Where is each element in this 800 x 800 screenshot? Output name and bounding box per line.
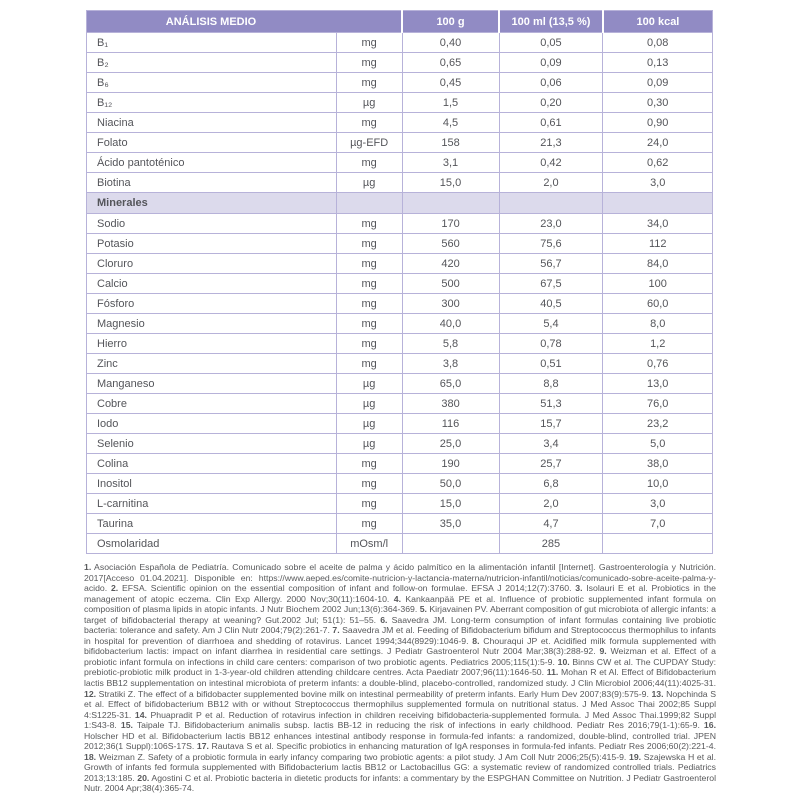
reference-number: 13. <box>651 688 664 699</box>
value-100g: 170 <box>402 214 499 234</box>
row-unit: µg <box>336 434 402 454</box>
row-unit: µg <box>336 173 402 193</box>
table-row <box>87 254 713 274</box>
value-100ml: 0,51 <box>499 354 603 374</box>
value-100kcal: 8,0 <box>603 314 713 334</box>
value-100kcal: 13,0 <box>603 374 713 394</box>
row-label: Cobre <box>87 394 337 414</box>
value-100ml: 5,4 <box>499 314 603 334</box>
row-label: Taurina <box>87 514 337 534</box>
row-label: Niacina <box>87 113 337 133</box>
reference-item: 17. Rautava S et al. Specific probiotics in enhancing maturation of IgA responses in formula-fed infants. Pediatr Res 2006;60(2):221-4. <box>196 741 716 752</box>
value-100ml: 0,05 <box>499 33 603 53</box>
value-100g: 0,40 <box>402 33 499 53</box>
row-label: Cloruro <box>87 254 337 274</box>
value-100ml: 3,4 <box>499 434 603 454</box>
table-row <box>87 153 713 173</box>
reference-number: 1. <box>84 562 92 572</box>
reference-item: 19. Szajewska H et al. Growth of infants fed formula supplemented with Bifidobacterium lactis BB12 or Lactobacillus GG: a systematic review of randomized controlled trials. Pediatrics 2013;13:185. <box>84 751 717 783</box>
row-unit: mg <box>336 214 402 234</box>
value-100g: 25,0 <box>402 434 499 454</box>
table-row <box>87 93 713 113</box>
row-unit: mg <box>336 53 402 73</box>
row-unit: mg <box>336 294 402 314</box>
reference-item: 20. Agostini C et al. Probiotic bacteria in dietetic products for infants: a commentary by the ESPGHAN Committee on Nutrition. J Pediatr Gastroenterol Nutr. 2004 Apr;38(4):365-74. <box>84 772 716 794</box>
value-100ml: 0,42 <box>499 153 603 173</box>
value-100ml: 2,0 <box>499 173 603 193</box>
reference-number: 14. <box>134 709 147 720</box>
value-100kcal: 112 <box>603 234 713 254</box>
value-100g: 500 <box>402 274 499 294</box>
row-label: Potasio <box>87 234 337 254</box>
value-100g: 50,0 <box>402 474 499 494</box>
value-100kcal: 0,13 <box>603 53 713 73</box>
value-100g: 35,0 <box>402 514 499 534</box>
table-row <box>87 234 713 254</box>
value-100ml: 6,8 <box>499 474 603 494</box>
row-unit: µg-EFD <box>336 133 402 153</box>
row-unit: mg <box>336 354 402 374</box>
value-100g: 158 <box>402 133 499 153</box>
reference-item: 5. Kirjavainen PV. Aberrant composition of gut microbiota of allergic infants: a target of bifidobacterial therapy at weaning? Gut.2002 Jul; 51(1): 51–55. <box>84 604 716 625</box>
table-row <box>87 173 713 193</box>
value-100ml: 23,0 <box>499 214 603 234</box>
value-100ml: 8,8 <box>499 374 603 394</box>
row-unit: µg <box>336 414 402 434</box>
reference-number: 5. <box>419 604 427 615</box>
table-row <box>87 113 713 133</box>
reference-number: 12. <box>84 688 97 699</box>
row-unit: mg <box>336 234 402 254</box>
value-100ml: 2,0 <box>499 494 603 514</box>
reference-item: 7. Saavedra JM et al. Feeding of Bifidobacterium bifidum and Streptococcus thermophilus to infants in hospital for prevention of diarrhoea and shedding of rotavirus. Lancet 1994;344(8929):1046-9. <box>84 625 716 646</box>
value-100kcal: 3,0 <box>603 494 713 514</box>
row-unit: mg <box>336 474 402 494</box>
row-unit: mOsm/l <box>336 534 402 554</box>
row-label: Osmolaridad <box>87 534 337 554</box>
value-100ml: 51,3 <box>499 394 603 414</box>
value-100ml: 4,7 <box>499 514 603 534</box>
reference-item: 13. Nopchinda S et al. Effect of bifidobacterium BB12 with or without Streptococcus thermophilus supplemented formula on nutritional status. J Med Assoc Thai 2002;85 Suppl 4:S1225-31. <box>84 688 717 720</box>
value-100ml: 0,06 <box>499 73 603 93</box>
row-unit: mg <box>336 274 402 294</box>
row-label: B₂ <box>87 53 337 73</box>
reference-item: 15. Taipale TJ. Bifidobacterium animalis subsp. lactis BB-12 in reducing the risk of infections in early childhood. Pediatr Res 2016;79(1-1):65-9. <box>120 720 704 731</box>
reference-number: 18. <box>84 751 97 762</box>
row-label: B₆ <box>87 73 337 93</box>
col-header-100kcal: 100 kcal <box>603 11 713 33</box>
value-100ml: 0,61 <box>499 113 603 133</box>
row-label: Hierro <box>87 334 337 354</box>
value-100g: 15,0 <box>402 173 499 193</box>
section-empty-cell <box>402 193 499 214</box>
value-100ml: 0,09 <box>499 53 603 73</box>
value-100g: 0,45 <box>402 73 499 93</box>
reference-item: 10. Binns CW et al. The CUPDAY Study: prebiotic-probiotic milk product in 1-3-year-old children attending childcare centres. Acta Paediatr 2007;96(11):1646-50. <box>84 656 716 678</box>
table-row <box>87 73 713 93</box>
row-unit: mg <box>336 33 402 53</box>
reference-item: 1. Asociación Española de Pediatría. Comunicado sobre el aceite de palma y ácido palmítico en la alimentación infantil [Internet]. Gastroenterología y Nutrición. 2017[Acceso 01.04.2021]. Disponible en: https://www.aeped.es/comite-nutricion-y-lactancia-materna/nutricion-infantil/noticias/comunicado-sobre-aceite-palma-y-acido. <box>84 562 716 594</box>
table-row <box>87 454 713 474</box>
reference-number: 15. <box>120 720 133 731</box>
section-empty-cell <box>499 193 603 214</box>
value-100g: 300 <box>402 294 499 314</box>
row-label: Selenio <box>87 434 337 454</box>
table-row <box>87 374 713 394</box>
value-100kcal: 0,09 <box>603 73 713 93</box>
value-100g: 380 <box>402 394 499 414</box>
value-100g: 190 <box>402 454 499 474</box>
value-100kcal: 1,2 <box>603 334 713 354</box>
value-100kcal: 0,90 <box>603 113 713 133</box>
row-unit: µg <box>336 93 402 113</box>
table-row <box>87 354 713 374</box>
row-label: L-carnitina <box>87 494 337 514</box>
reference-number: 8. <box>472 635 480 646</box>
value-100g: 1,5 <box>402 93 499 113</box>
table-row <box>87 514 713 534</box>
reference-number: 10. <box>557 656 570 667</box>
table-row <box>87 494 713 514</box>
value-100g: 420 <box>402 254 499 274</box>
reference-number: 16. <box>703 720 716 731</box>
row-label: Sodio <box>87 214 337 234</box>
value-100g: 116 <box>402 414 499 434</box>
reference-item: 9. Weizman et al. Effect of a probiotic infant formula on infections in child care centers: comparison of two probiotic agents. Pediatrics 2005;115(1):5-9. <box>84 646 716 667</box>
row-label: Colina <box>87 454 337 474</box>
row-label: Biotina <box>87 173 337 193</box>
value-100ml: 67,5 <box>499 274 603 294</box>
row-label: Calcio <box>87 274 337 294</box>
row-unit: mg <box>336 514 402 534</box>
value-100ml: 0,78 <box>499 334 603 354</box>
value-100kcal: 24,0 <box>603 133 713 153</box>
row-label: Iodo <box>87 414 337 434</box>
table-header-row <box>87 11 713 33</box>
row-unit: mg <box>336 113 402 133</box>
reference-number: 6. <box>380 614 388 625</box>
row-label: B₁₂ <box>87 93 337 113</box>
value-100g: 3,1 <box>402 153 499 173</box>
table-row <box>87 334 713 354</box>
table-row <box>87 33 713 53</box>
value-100kcal: 0,08 <box>603 33 713 53</box>
row-label: Magnesio <box>87 314 337 334</box>
reference-item: 11. Mohan R et Al. Effect of Bifidobacterium lactis BB12 supplementation on intestinal microbiota of preterm infants: a double-blind, placebo-controlled, randomized study. J Clin Microbiol 2006;44(11):4025-31. <box>84 667 717 689</box>
value-100kcal: 0,30 <box>603 93 713 113</box>
table-row <box>87 133 713 153</box>
section-row <box>87 193 713 214</box>
table-row <box>87 314 713 334</box>
reference-item: 14. Phuapradit P et al. Reduction of rotavirus infection in children receiving bifidobacteria-supplemented formula. J Med Assoc Thai.1999;82 Suppl 1:S43-8. <box>84 709 716 731</box>
reference-item: 8. Chouraqui JP et. Acidified milk formula supplemented with bifidobacterium lactis: impact on infant diarrhea in residential care settings. J Pediatr Gastroenterol Nutr 2004 Mar;38(3):288-92. <box>84 635 716 657</box>
row-unit: mg <box>336 254 402 274</box>
reference-item: 2. EFSA. Scientific opinion on the essential composition of infant and follow-on formulae. EFSA J 2014;12(7):3760. <box>110 583 576 594</box>
value-100kcal: 100 <box>603 274 713 294</box>
value-100ml: 0,20 <box>499 93 603 113</box>
analysis-table <box>86 10 713 554</box>
value-100ml: 285 <box>499 534 603 554</box>
value-100kcal <box>603 534 713 554</box>
table-row <box>87 414 713 434</box>
references <box>84 562 716 794</box>
table-row <box>87 274 713 294</box>
table-row <box>87 534 713 554</box>
section-empty-cell <box>336 193 402 214</box>
row-label: Zinc <box>87 354 337 374</box>
value-100kcal: 10,0 <box>603 474 713 494</box>
value-100kcal: 23,2 <box>603 414 713 434</box>
row-unit: mg <box>336 153 402 173</box>
table-row <box>87 214 713 234</box>
value-100kcal: 0,62 <box>603 153 713 173</box>
row-unit: mg <box>336 334 402 354</box>
value-100ml: 21,3 <box>499 133 603 153</box>
table-row <box>87 53 713 73</box>
reference-number: 2. <box>110 583 119 594</box>
row-unit: mg <box>336 314 402 334</box>
value-100kcal: 84,0 <box>603 254 713 274</box>
row-label: B₁ <box>87 33 337 53</box>
value-100kcal: 3,0 <box>603 173 713 193</box>
row-label: Inositol <box>87 474 337 494</box>
value-100g <box>402 534 499 554</box>
reference-number: 17. <box>196 741 209 752</box>
reference-number: 7. <box>332 625 340 636</box>
value-100ml: 15,7 <box>499 414 603 434</box>
row-unit: mg <box>336 73 402 93</box>
value-100g: 0,65 <box>402 53 499 73</box>
col-header-100g: 100 g <box>402 11 499 33</box>
row-unit: µg <box>336 394 402 414</box>
reference-number: 19. <box>629 751 642 762</box>
row-unit: mg <box>336 494 402 514</box>
table-row <box>87 294 713 314</box>
value-100kcal: 0,76 <box>603 354 713 374</box>
row-label: Ácido pantoténico <box>87 153 337 173</box>
table-row <box>87 394 713 414</box>
reference-item: 16. Holscher HD et al. Bifidobacterium lactis BB12 enhances intestinal antibody response in formula-fed infants: a randomized, double-blind, controlled trial. JPEN 2012;36(1 Suppl):106S-17S. <box>84 720 716 752</box>
value-100ml: 56,7 <box>499 254 603 274</box>
reference-number: 4. <box>393 593 401 604</box>
reference-number: 3. <box>575 583 583 594</box>
reference-item: 3. Isolauri E et al. Probiotics in the management of atopic eczema. Clin Exp Allergy. 2000 Nov;30(11):1604-10. <box>84 583 716 604</box>
value-100g: 15,0 <box>402 494 499 514</box>
reference-number: 20. <box>137 772 150 783</box>
table-row <box>87 434 713 454</box>
value-100kcal: 76,0 <box>603 394 713 414</box>
row-unit: mg <box>336 454 402 474</box>
row-label: Folato <box>87 133 337 153</box>
section-empty-cell <box>603 193 713 214</box>
reference-item: 4. Kankaanpää PE et al. Influence of probiotic supplemented infant formula on composition of plasma lipids in atopic infants. J Nutr Biochem 2002 Jun;13(6):364-369. <box>84 593 716 615</box>
value-100kcal: 5,0 <box>603 434 713 454</box>
value-100ml: 40,5 <box>499 294 603 314</box>
row-label: Manganeso <box>87 374 337 394</box>
value-100g: 3,8 <box>402 354 499 374</box>
value-100kcal: 38,0 <box>603 454 713 474</box>
reference-number: 11. <box>546 667 559 678</box>
section-title: Minerales <box>87 193 337 214</box>
reference-number: 9. <box>599 646 607 657</box>
value-100g: 40,0 <box>402 314 499 334</box>
reference-item: 18. Weizman Z. Safety of a probiotic formula in early infancy comparing two probiotic agents: a pilot study. J Am Coll Nutr 2006;25(5):415-9. <box>84 751 630 762</box>
value-100g: 65,0 <box>402 374 499 394</box>
col-header-analisis-medio: ANÁLISIS MEDIO <box>87 11 403 33</box>
value-100ml: 25,7 <box>499 454 603 474</box>
value-100g: 5,8 <box>402 334 499 354</box>
row-unit: µg <box>336 374 402 394</box>
reference-item: 12. Stratiki Z. The effect of a bifidobacter supplemented bovine milk on intestinal permeability of preterm infants. Early Hum Dev 2007;83(9):575-9. <box>84 688 652 699</box>
table-row <box>87 474 713 494</box>
reference-item: 6. Saavedra JM. Long-term consumption of infant formulas containing live probiotic bacteria: tolerance and safety. Am J Clin Nutr 2004;79(2):261-7. <box>84 614 716 636</box>
value-100g: 4,5 <box>402 113 499 133</box>
value-100g: 560 <box>402 234 499 254</box>
value-100ml: 75,6 <box>499 234 603 254</box>
value-100kcal: 34,0 <box>603 214 713 234</box>
value-100kcal: 7,0 <box>603 514 713 534</box>
col-header-100ml: 100 ml (13,5 %) <box>499 11 603 33</box>
value-100kcal: 60,0 <box>603 294 713 314</box>
row-label: Fósforo <box>87 294 337 314</box>
